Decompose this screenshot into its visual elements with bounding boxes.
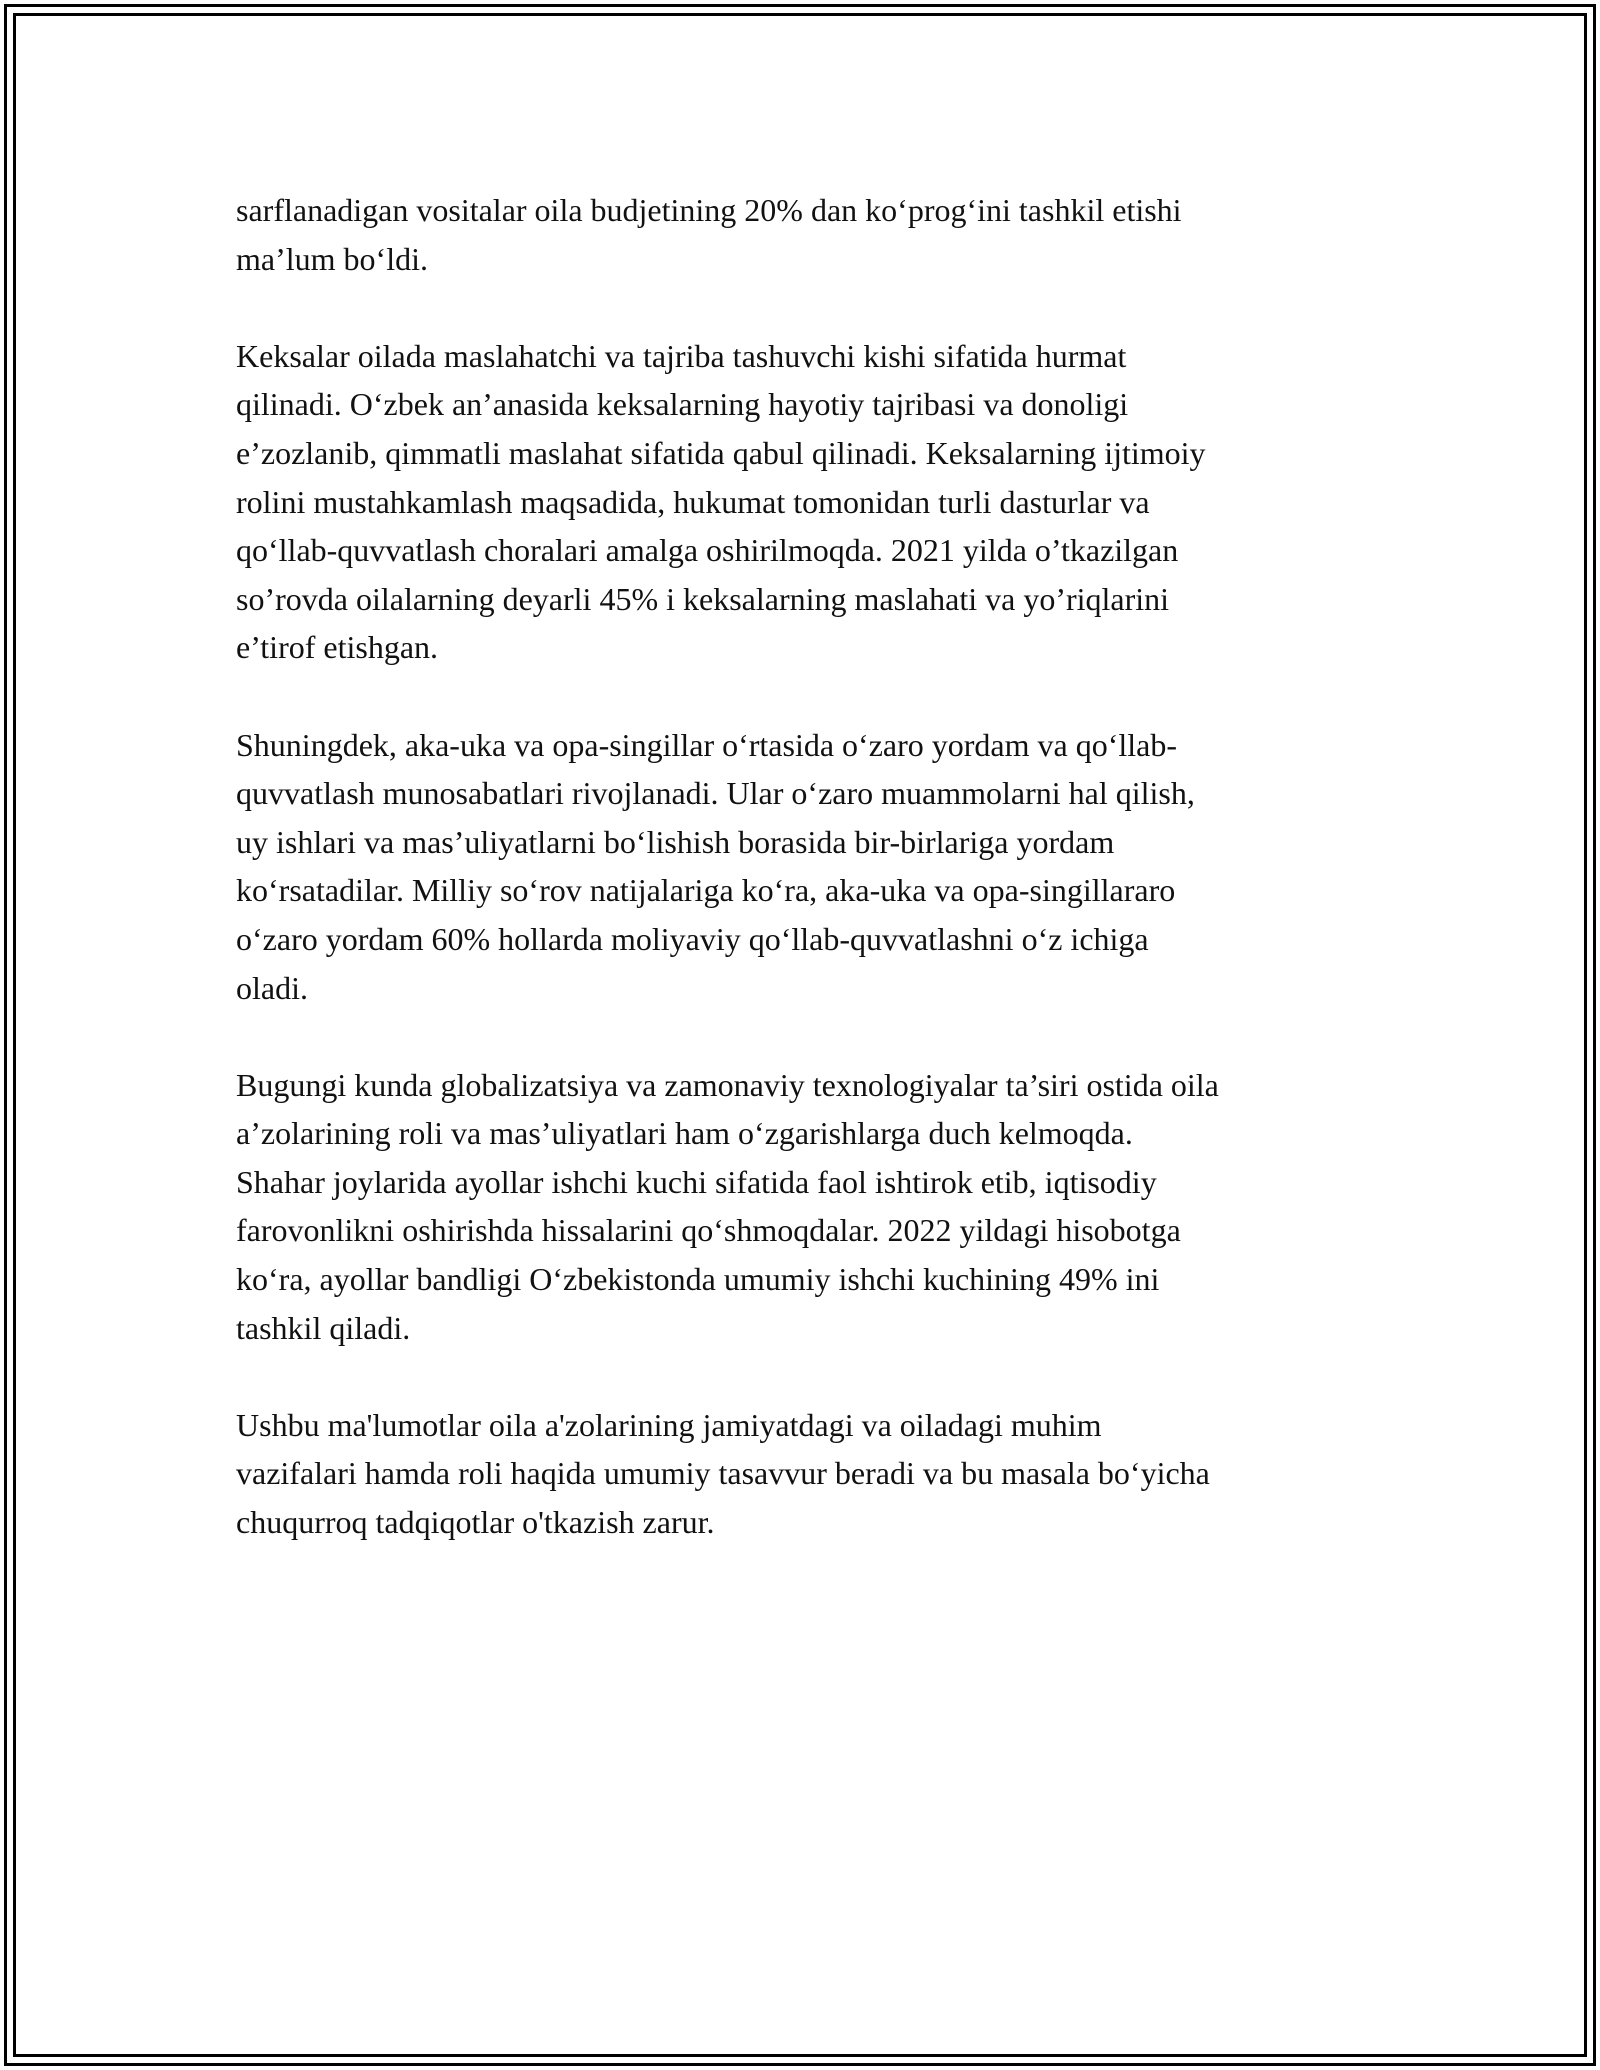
text-line: sarflanadigan vositalar oila budjetining 20% dan ko‘prog‘ini tashkil etishi xyxy=(236,192,1182,228)
text-line: uy ishlari va mas’uliyatlarni bo‘lishish borasida bir-birlariga yordam xyxy=(236,823,1115,860)
text-line: qilinadi. O‘zbek an’anasida keksalarning hayotiy tajribasi va donoligi xyxy=(236,386,1129,423)
text-line: o‘zaro yordam 60% hollarda moliyaviy qo‘llab-quvvatlashni o‘z ichiga xyxy=(236,920,1149,957)
text-line: a’zolarining roli va mas’uliyatlari ham o‘zgarishlarga duch kelmoqda. xyxy=(236,1115,1133,1152)
text-line: rolini mustahkamlash maqsadida, hukumat tomonidan turli dasturlar va xyxy=(236,483,1150,520)
text-line: ko‘ra, ayollar bandligi O‘zbekistonda umumiy ishchi kuchining 49% ini xyxy=(236,1261,1160,1298)
text-line: Bugungi kunda globalizatsiya va zamonaviy texnologiyalar ta’siri ostida oila xyxy=(236,1066,1219,1103)
text-line: farovonlikni oshirishda hissalarini qo‘shmoqdalar. 2022 yildagi hisobotga xyxy=(236,1212,1181,1249)
text-line: so’rovda oilalarning deyarli 45% i keksalarning maslahati va yo’riqlarini xyxy=(236,580,1170,617)
text-line: ma’lum bo‘ldi. xyxy=(236,240,428,277)
paragraph-budget xyxy=(236,186,1366,283)
text-line: Ushbu ma'lumotlar oila a'zolarining jamiyatdagi va oiladagi muhim xyxy=(236,1406,1102,1443)
text-line: tashkil qiladi. xyxy=(236,1309,411,1346)
text-line: quvvatlash munosabatlari rivojlanadi. Ular o‘zaro muammolarni hal qilish, xyxy=(236,775,1195,812)
text-line: e’tirof etishgan. xyxy=(236,629,439,666)
paragraph-elders xyxy=(236,332,1366,672)
text-line: oladi. xyxy=(236,969,308,1006)
paragraph-globalization xyxy=(236,1061,1366,1353)
text-line: chuqurroq tadqiqotlar o'tkazish zarur. xyxy=(236,1504,715,1541)
paragraph-siblings xyxy=(236,721,1366,1013)
text-line: e’zozlanib, qimmatli maslahat sifatida qabul qilinadi. Keksalarning ijtimoiy xyxy=(236,434,1206,471)
document-body xyxy=(236,186,1366,1595)
text-line: vazifalari hamda roli haqida umumiy tasavvur beradi va bu masala bo‘yicha xyxy=(236,1455,1210,1492)
text-line: Keksalar oilada maslahatchi va tajriba tashuvchi kishi sifatida hurmat xyxy=(236,337,1127,374)
text-line: ko‘rsatadilar. Milliy so‘rov natijalariga ko‘ra, aka-uka va opa-singillararo xyxy=(236,872,1176,909)
text-line: Shuningdek, aka-uka va opa-singillar o‘rtasida o‘zaro yordam va qo‘llab- xyxy=(236,726,1178,763)
text-line: qo‘llab-quvvatlash choralari amalga oshirilmoqda. 2021 yilda o’tkazilgan xyxy=(236,532,1179,569)
text-line: Shahar joylarida ayollar ishchi kuchi sifatida faol ishtirok etib, iqtisodiy xyxy=(236,1163,1157,1200)
paragraph-conclusion xyxy=(236,1401,1366,1547)
